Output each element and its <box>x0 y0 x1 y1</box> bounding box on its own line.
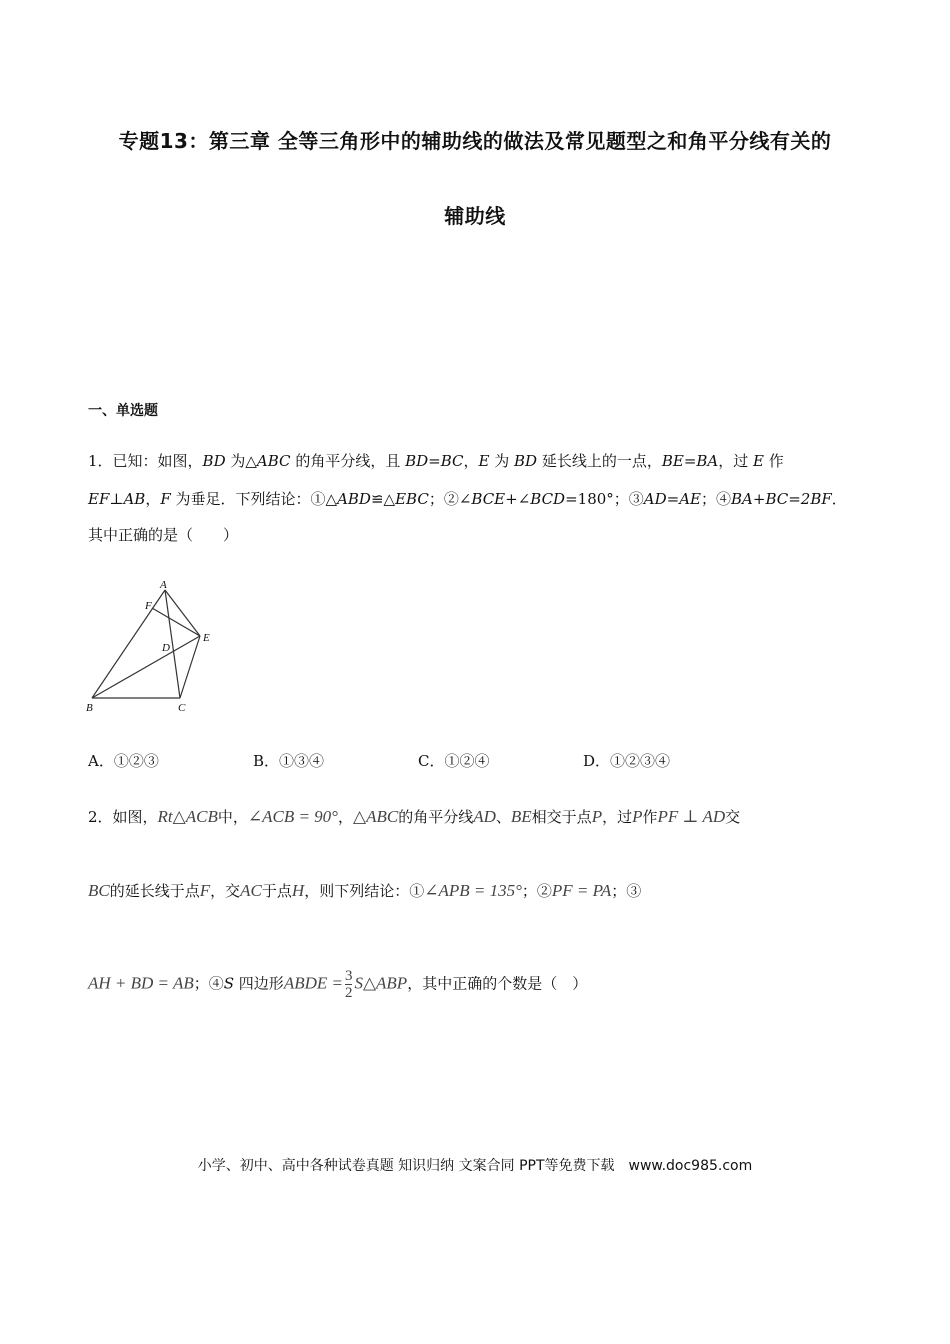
q2-math: AC <box>240 881 262 900</box>
q1-text: EF⊥AB <box>88 490 146 508</box>
q1-text: ， <box>145 490 161 508</box>
q1-text: AD=AE <box>643 490 701 508</box>
segment-ab <box>92 590 165 698</box>
q1-option-d[interactable]: D．①②③④ <box>583 752 671 770</box>
q1-text: ． <box>831 490 847 508</box>
q2-text: 作 <box>642 808 658 826</box>
q2-math: ∠APB = 135° <box>424 881 522 900</box>
q1-text: =180°；③ <box>565 490 644 508</box>
q1-text: F <box>160 490 171 508</box>
fraction-denominator: 2 <box>344 985 353 1001</box>
q1-option-a[interactable]: A．①②③ <box>88 752 159 770</box>
q1-text: ABD <box>337 490 371 508</box>
q1-text: 为△ <box>225 452 257 470</box>
q1-text: BD=BC <box>405 452 464 470</box>
q2-text: ，则下列结论：① <box>304 882 425 900</box>
q2-text: ；④ <box>193 974 224 993</box>
q1-text: BCE <box>471 490 506 508</box>
q1-text: 延长线上的一点， <box>537 452 662 470</box>
q1-text: E <box>753 452 764 470</box>
q2-math: AH + BD = AB <box>88 973 194 993</box>
q1-text: 的角平分线，且 <box>290 452 406 470</box>
q1-option-b[interactable]: B．①③④ <box>253 752 325 770</box>
q2-text: ；② <box>521 882 552 900</box>
page-title-line-2: 辅助线 <box>444 204 506 228</box>
label-b: B <box>86 702 93 714</box>
q2-text: 的角平分线 <box>398 808 474 826</box>
q2-math: BC <box>88 881 110 900</box>
q1-text: ；②∠ <box>428 490 472 508</box>
q2-math: H <box>291 881 305 900</box>
segment-ef <box>152 608 200 636</box>
q2-text: 、 <box>495 808 511 826</box>
q2-text: 的延长线于点 <box>109 882 200 900</box>
q1-text: BD <box>202 452 226 470</box>
section-heading: 一、单选题 <box>88 403 158 419</box>
q2-text: 交 <box>725 808 741 826</box>
q1-text: 作 <box>764 452 784 470</box>
page-title-line-1: 专题13：第三章 全等三角形中的辅助线的做法及常见题型之和角平分线有关的 <box>118 129 832 153</box>
q2-math: BE <box>510 807 532 826</box>
q1-text: BE=BA <box>661 452 719 470</box>
q2-text: ；③ <box>611 882 642 900</box>
q2-math: AD <box>473 807 496 826</box>
q1-text: ≌△ <box>370 490 396 508</box>
q2-math: S△ABP <box>354 973 408 993</box>
q2-math: P <box>591 807 603 826</box>
q1-line-3: 其中正确的是（ ） <box>88 526 239 544</box>
q2-text: ，其中正确的个数是（ ） <box>407 974 588 993</box>
q1-line-2 <box>88 488 847 509</box>
q1-text: +∠ <box>505 490 531 508</box>
q2-math: PF ⊥ AD <box>657 807 726 826</box>
label-d: D <box>162 642 170 654</box>
q2-text: 2．如图， <box>88 808 158 826</box>
q2-text: 四边形 <box>234 974 284 993</box>
q2-text: ，交 <box>210 882 241 900</box>
label-f: F <box>145 600 152 612</box>
q1-text: BD <box>514 452 538 470</box>
q1-text: ， <box>463 452 479 470</box>
q2-text: ，过 <box>602 808 633 826</box>
q1-text: 为 <box>489 452 515 470</box>
fraction-numerator: 3 <box>344 968 353 984</box>
label-a: A <box>160 579 167 591</box>
footer-text: 小学、初中、高中各种试卷真题 知识归纳 文案合同 PPT等免费下载 www.doc985.com <box>197 1158 753 1174</box>
q2-line-2 <box>88 880 641 901</box>
fraction <box>345 968 353 1001</box>
q1-text: BA+BC=2BF <box>731 490 832 508</box>
label-e: E <box>203 632 210 644</box>
q2-line-3 <box>88 968 587 1001</box>
q1-text: 为垂足．下列结论：①△ <box>170 490 338 508</box>
q1-text: 1．已知：如图， <box>88 452 203 470</box>
q1-text: ；④ <box>701 490 732 508</box>
q2-text: S <box>223 974 235 993</box>
q2-text: ， <box>337 808 353 826</box>
q2-math: ABDE = <box>283 973 343 993</box>
q2-line-1 <box>88 806 740 827</box>
label-c: C <box>178 702 186 714</box>
segment-be <box>92 636 200 698</box>
q2-math: PF = PA <box>551 881 612 900</box>
q1-figure <box>80 578 220 718</box>
q2-text: 中， <box>217 808 248 826</box>
q1-text: E <box>478 452 490 470</box>
q2-text: 相交于点 <box>531 808 592 826</box>
q2-text: 于点 <box>261 882 292 900</box>
q1-text: BCD <box>530 490 566 508</box>
q2-math: F <box>199 881 211 900</box>
q1-text: ABC <box>256 452 291 470</box>
q1-line-1 <box>88 450 784 471</box>
q2-math: ∠ACB = 90° <box>247 807 338 826</box>
q2-math: Rt△ACB <box>157 807 218 826</box>
q1-text: EBC <box>395 490 429 508</box>
q2-math: P <box>632 807 643 826</box>
q1-text: ，过 <box>718 452 754 470</box>
q1-option-c[interactable]: C．①②④ <box>418 752 490 770</box>
q2-math: △ABC <box>353 807 399 826</box>
